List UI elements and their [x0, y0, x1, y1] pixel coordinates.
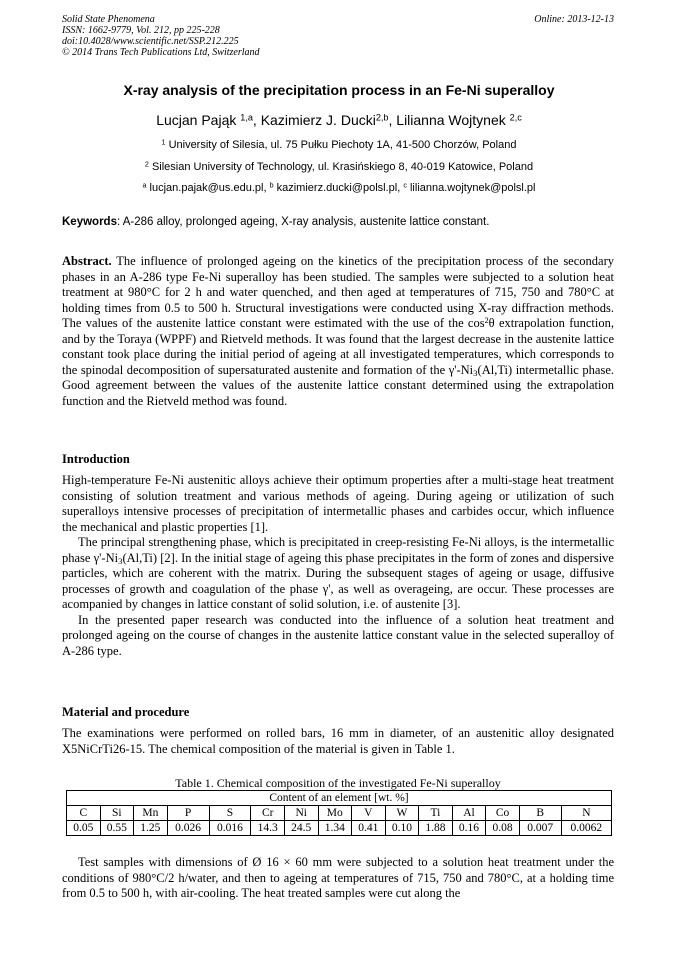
author-name: Kazimierz J. Ducki	[260, 112, 376, 128]
online-date: Online: 2013-12-13	[534, 14, 614, 25]
procedure-body	[62, 855, 614, 902]
table-cell-element: Ni	[284, 806, 318, 821]
affiliation-1	[40, 139, 638, 151]
table-cell-value: 0.016	[209, 821, 251, 836]
table-row-values	[67, 821, 612, 836]
table-cell-value: 24.5	[284, 821, 318, 836]
author-affiliation-mark: 2,c	[509, 112, 522, 123]
superscript: 2	[484, 315, 489, 325]
paragraph: The examinations were performed on rolled bars, 16 mm in diameter, of an austenitic alloy designated X5NiCrTi26-15. The chemical composition of the material is given in Table 1.	[62, 726, 614, 756]
paragraph: In the presented paper research was conducted into the influence of a solution heat treatment and prolonged ageing on the course of changes in the austenite lattice constant value in the selected superalloy of A-286 type.	[62, 612, 614, 658]
introduction-body	[62, 473, 614, 659]
table-cell-element: Al	[452, 806, 486, 821]
author-name: Lilianna Wojtynek	[396, 112, 506, 128]
table-cell-element: Si	[100, 806, 134, 821]
table-cell-element: S	[209, 806, 251, 821]
table-cell-element: Mo	[318, 806, 352, 821]
affiliation-text: University of Silesia, ul. 75 Pułku Piechoty 1A, 41-500 Chorzów, Poland	[168, 139, 517, 151]
subscript: 3	[473, 367, 478, 378]
composition-table	[66, 790, 612, 836]
table-cell-element: N	[561, 806, 611, 821]
paragraph: Test samples with dimensions of Ø 16 × 60 mm were subjected to a solution heat treatment under the conditions of 980°C/2 h/water, and then to ageing at temperatures of 715, 750 and 780°C, at a holding time from 0.5 to 500 h, with air-cooling. The heat treated samples were cut along the	[62, 855, 614, 900]
section-heading-material: Material and procedure	[62, 705, 190, 719]
table-cell-value: 0.05	[67, 821, 101, 836]
table-cell-value: 0.16	[452, 821, 486, 836]
abstract-text: θ extrapolation function, and by the Toraya (WPPF) and Rietveld methods. It was found that the largest decrease in the austenite lattice constant took place during the initial period of ageing at all investigated temperatures, which corresponds to the spinodal decomposition of supersaturated austenite and formation of the γ'-Ni	[62, 316, 614, 377]
table-cell-element: P	[167, 806, 209, 821]
table-cell-element: Co	[486, 806, 520, 821]
affiliation-text: Silesian University of Technology, ul. Krasińskiego 8, 40-019 Katowice, Poland	[151, 161, 534, 173]
author-name: Lucjan Pająk	[156, 112, 237, 128]
table-cell-value: 14.3	[251, 821, 285, 836]
email-address: kazimierz.ducki@polsl.pl,	[276, 182, 401, 194]
journal-header	[62, 14, 260, 58]
author-affiliation-mark: 1,a	[240, 112, 253, 123]
table-cell-value: 0.026	[167, 821, 209, 836]
paragraph: High-temperature Fe-Ni austenitic alloys achieve their optimum properties after a multi-stage heat treatment consisting of solution treatment and various methods of ageing. During ageing or utilization of such superalloys intensive processes of precipitation of intermetallic phases and carbides occur, which influence the mechanical and plastic properties [1].	[62, 473, 614, 534]
keywords-text: : A-286 alloy, prolonged ageing, X-ray analysis, austenite lattice constant.	[116, 216, 490, 228]
author-list: Lucjan Pająk $^{1,a}$, Kazimierz J. Ducki$^{2,b}$, Lilianna Wojtynek $^{2,c}$	[156, 112, 522, 128]
table-cell-element: B	[519, 806, 561, 821]
abstract-label: Abstract.	[62, 254, 112, 268]
table-cell-element: C	[67, 806, 101, 821]
table-cell-element: Cr	[251, 806, 285, 821]
table-cell-value: 0.10	[385, 821, 419, 836]
email-line	[40, 182, 638, 194]
table-cell-value: 1.88	[419, 821, 453, 836]
email-address: lucjan.pajak@us.edu.pl,	[149, 182, 267, 194]
doi-line: doi:10.4028/www.scientific.net/SSP.212.225	[62, 36, 239, 47]
email-mark: c	[403, 181, 407, 190]
email-mark: b	[269, 181, 274, 190]
table-row-elements	[67, 806, 612, 821]
abstract-text: (Al,Ti) intermetallic phase. Good agreement between the values of the austenite lattice constant determined using the extrapolation function and the Rietveld method was found.	[62, 362, 614, 408]
table-cell-element: V	[352, 806, 386, 821]
affiliation-mark: 1	[161, 138, 166, 147]
abstract-text: The influence of prolonged ageing on the kinetics of the precipitation process of the secondary phases in an A-286 type Fe-Ni superalloy has been studied. The samples were subjected to a solution heat treatment at 980°C for 2 h and water quenched, and then aged at temperatures of 715, 750 and 780°C at holding times from 0.5 to 500 h. Structural investigations were conducted using X-ray diffraction methods. The values of the austenite lattice constant were estimated with the use of the cos	[62, 254, 614, 330]
issn-line: ISSN: 1662-9779, Vol. 212, pp 225-228	[62, 25, 220, 36]
table-cell-value: 0.08	[486, 821, 520, 836]
paper-title: X-ray analysis of the precipitation process in an Fe-Ni superalloy	[123, 82, 555, 98]
material-body	[62, 726, 614, 757]
author-affiliation-mark: 2,b	[375, 112, 389, 123]
subscript: 3	[118, 555, 123, 566]
keywords-label: Keywords	[62, 216, 117, 228]
paragraph-text: (Al,Ti) [2]. In the initial stage of ageing this phase precipitates in the form of zones and dispersive particles, which are coherent with the matrix. During the subsequent stages of ageing or usage, diffusive processes of growth and coagulation of the phase γ', as well as overageing, are occur. These processes are acompanied by changes in lattice constant of solid solution, i.e. of austenite [3].	[62, 550, 614, 611]
table-cell-value: 0.55	[100, 821, 134, 836]
table-header: Content of an element [wt. %]	[67, 791, 612, 806]
affiliation-mark: 2	[144, 160, 149, 169]
table-cell-value: 1.25	[134, 821, 168, 836]
table-cell-value: 0.0062	[561, 821, 611, 836]
table-cell-value: 1.34	[318, 821, 352, 836]
table-caption: Table 1. Chemical composition of the investigated Fe-Ni superalloy	[175, 776, 501, 790]
email-address: lilianna.wojtynek@polsl.pl	[409, 182, 536, 194]
journal-name: Solid State Phenomena	[62, 14, 155, 25]
keywords-line	[62, 216, 616, 228]
table-cell-element: Ti	[419, 806, 453, 821]
table-cell-element: Mn	[134, 806, 168, 821]
table-cell-element: W	[385, 806, 419, 821]
table-cell-value: 0.007	[519, 821, 561, 836]
table-cell-value: 0.41	[352, 821, 386, 836]
section-heading-introduction: Introduction	[62, 452, 130, 466]
copyright-line: © 2014 Trans Tech Publications Ltd, Switzerland	[62, 47, 260, 58]
paragraph	[62, 535, 614, 613]
email-mark: a	[142, 181, 147, 190]
abstract	[62, 254, 614, 409]
affiliation-2	[40, 161, 638, 173]
paragraph-text: The principal strengthening phase, which is precipitated in creep-resisting Fe-Ni alloys, is the intermetallic phase γ'-Ni	[62, 535, 614, 565]
